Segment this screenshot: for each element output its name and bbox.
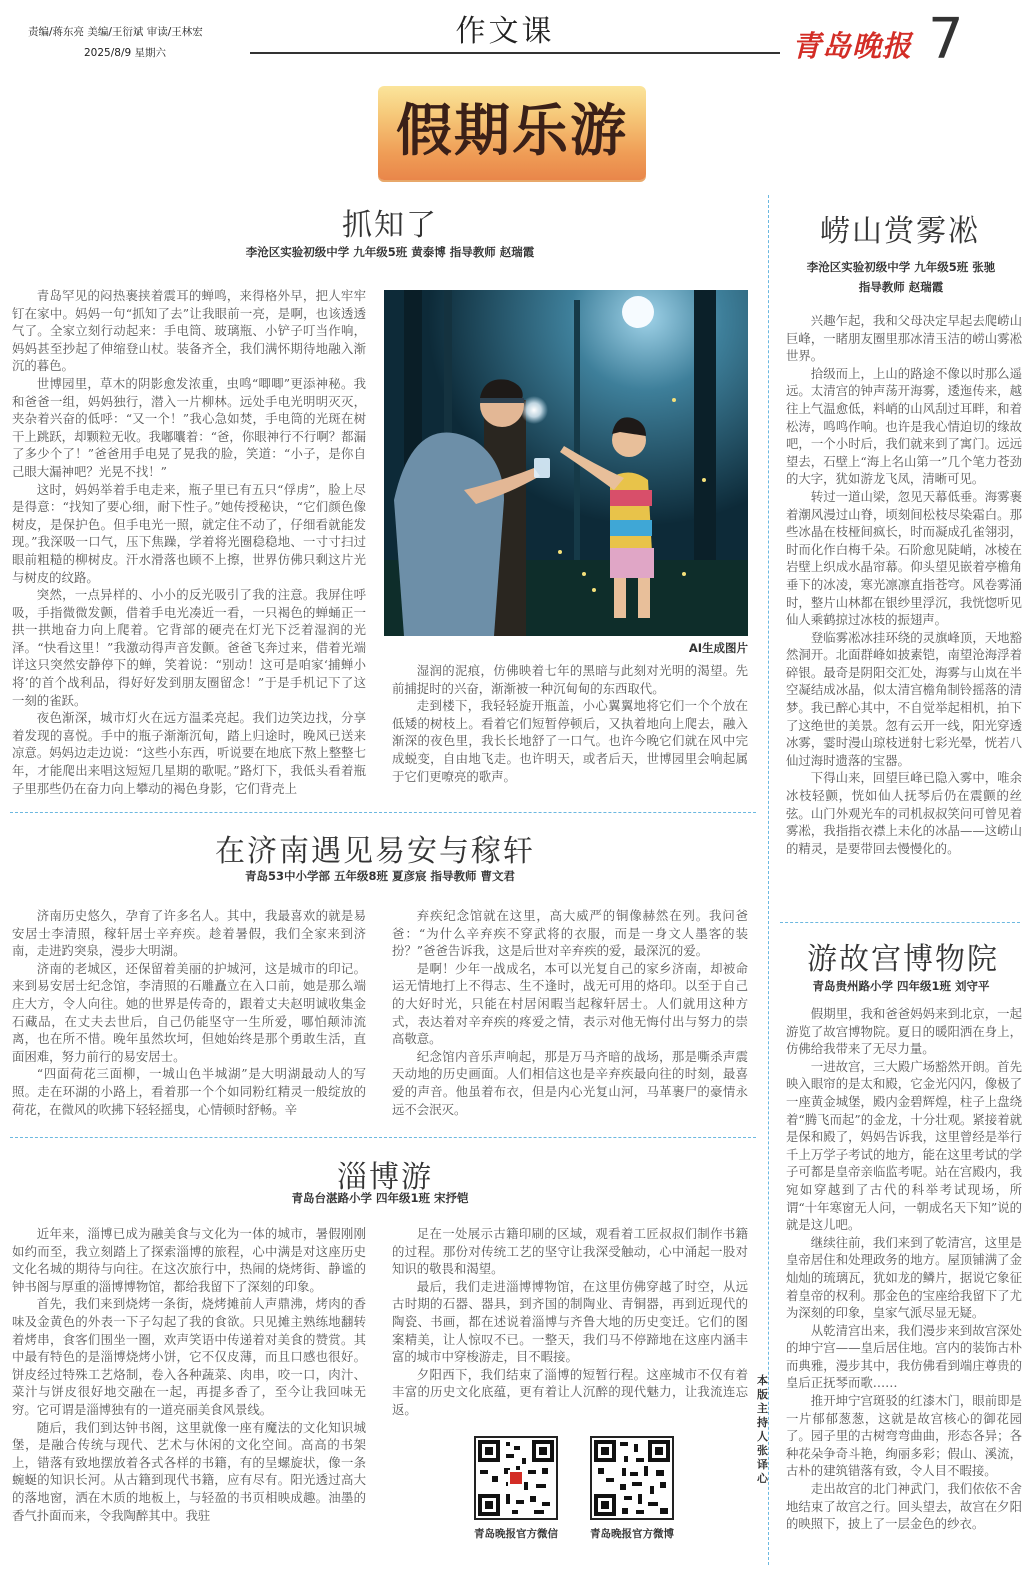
paragraph: 走到楼下，我轻轻旋开瓶盖，小心翼翼地将它们一个个放在低矮的树枝上。看着它们短暂停顿后，又执着地向上爬去，融入渐深的夜色里，我长长地舒了一口气。也许今晚它们就在风中完成蜕变，自由地飞走。也许明天，或者后天，世博园里会响起属于它们更嘹亮的歌声。: [392, 698, 748, 784]
article-body: [12, 287, 366, 796]
article-body: [392, 907, 748, 1117]
paragraph: 是啊！少年一战成名，本可以光复自己的家乡济南，却被命运无情地打上不得志、生不逢时，战无可用的烙印。以至于自己的大好时光，只能在村居闲暇当起稼轩居士。人们就用这种方式，表达着对辛弃疾的疼爱之情，表示对他无悔付出与努力的崇高敬意。: [392, 960, 748, 1047]
paragraph: 下得山来，回望巨峰已隐入雾中，唯余冰枝轻颤，恍如仙人抚琴后仍在震颤的丝弦。山门外观光车的司机叔叔笑问可曾见着雾凇，我指指衣襟上未化的冰晶——这崂山的精灵，是要带回去慢慢化的。: [786, 770, 1022, 856]
paragraph: 最后，我们走进淄博博物馆，在这里仿佛穿越了时空，从远古时期的石器、器具，到齐国的制陶业、青铜器，再到近现代的陶瓷、书画，都在述说着淄博与齐鲁大地的历史变迁。它们的图案精美，让人惊叹不已。一整天，我们马不停蹄地在这座内涵丰富的城市中穿梭游走，目不暇接。: [392, 1278, 748, 1365]
article-title: 抓知了: [342, 208, 438, 243]
paragraph: 世博园里，草木的阴影愈发浓重，虫鸣“唧唧”更添神秘。我和爸爸一组，妈妈独行，潜入一片柳林。远处手电光明明灭灭，夹杂着兴奋的低呼：“又一个！”我心急如焚，手电筒的光斑在树干上跳跃，却颗粒无收。我嘟囔着：“爸，你眼神行不行啊？都漏了多少个了！”爸爸用手电晃了晃我的脸，笑道：“小子，是你自己眼大漏神吧？光晃不找！”: [12, 375, 366, 479]
article-body: [392, 662, 748, 794]
photo-caption: AI生成图片: [688, 641, 748, 655]
paragraph: 夕阳西下，我们结束了淄博的短暂行程。这座城市不仅有着丰富的历史文化底蕴，更有着让人沉醉的现代魅力，让我流连忘返。: [392, 1366, 748, 1417]
paragraph: 推开坤宁宫斑驳的红漆木门，眼前即是一片郁郁葱葱，这就是故宫核心的御花园了。园子里的古树弯弯曲曲，形态各异；各种花朵争奇斗艳，绚丽多彩；假山、溪流，古朴的建筑错落有致，令人目不暇接。: [786, 1393, 1022, 1479]
weibo-qr-code: [590, 1436, 674, 1520]
article-title: 崂山赏雾凇: [820, 214, 980, 249]
article-byline: 青岛台湛路小学 四年级1班 宋抒铠: [291, 1191, 469, 1205]
paragraph: 夜色渐深，城市灯火在远方温柔亮起。我们边笑边找，分享着发现的喜悦。手中的瓶子渐渐沉甸，踏上归途时，晚风已送来凉意。妈妈边走边说：“这些小东西，听说要在地底下熬上整整七年，才能爬出来唱这短短几星期的歌呢。”路灯下，我低头看着瓶子里那些仍在奋力向上攀动的褐色身影，它们背壳上: [12, 710, 366, 796]
paragraph: 首先，我们来到烧烤一条街，烧烤摊前人声鼎沸，烤肉的香味及金黄色的外表一下子勾起了我的食欲。只见摊主熟练地翻转着烤串，食客们围坐一圈，欢声笑语中传递着对美食的赞赏。其中最有特色的是淄博烧烤小饼，它不仅皮薄，而且口感也很好。饼皮经过特殊工艺烙制，卷入各种蔬菜、肉串，咬一口，肉汁、菜汁与饼皮很好地交融在一起，再提多香了，至今让我回味无穷。它可谓是淄博独有的一道亮丽美食风景线。: [12, 1296, 366, 1417]
page-number: 7: [928, 7, 964, 72]
paragraph: 走出故宫的北门神武门，我们依依不舍地结束了故宫之行。回头望去，故宫在夕阳的映照下，披上了一层金色的纱衣。: [786, 1481, 1022, 1532]
paragraph: 假期里，我和爸爸妈妈来到北京，一起游览了故宫博物院。夏日的暖阳洒在身上，仿佛给我带来了无尽力量。: [786, 1006, 1022, 1057]
article-byline: 指导教师 赵瑞霞: [858, 280, 944, 294]
paragraph: 从乾清宫出来，我们漫步来到故宫深处的坤宁宫——皇后居住地。宫内的装饰古朴而典雅，漫步其中，我仿佛看到端庄尊贵的皇后正抚琴而歌……: [786, 1322, 1022, 1391]
article-body: [392, 1225, 748, 1421]
paragraph: 兴趣乍起，我和父母决定早起去爬崂山巨峰，一睹朋友圈里那冰清玉洁的崂山雾凇世界。: [786, 313, 1022, 364]
column-divider: [768, 195, 769, 1565]
divider: [10, 812, 756, 813]
paragraph: “四面荷花三面柳，一城山色半城湖”是大明湖最动人的写照。走在环湖的小路上，看着那一个个如同粉红精灵一般绽放的荷花，在微风的吹拂下轻轻摇曳，心情顿时舒畅。辛: [12, 1066, 366, 1117]
article-byline: 李沧区实验初级中学 九年级5班 张驰: [806, 260, 996, 274]
page-host-credit: 本版主持人 张译心: [757, 1374, 768, 1485]
paragraph: 突然，一点异样的、小小的反光吸引了我的注意。我屏住呼吸，手指微微发颤，借着手电光凑近一看，一只褐色的蝉蛹正一拱一拱地奋力向上爬着。它背部的硬壳在灯光下泛着湿润的光泽。“快看这里！”我激动得声音发颤。爸爸飞奔过来，借着光端详这只突然安静停下的蝉，笑着说：“别动！这可是咱家‘捕蝉小将’的首个战利品，得好好发到朋友圈留念！”于是手机记下了这一刻的雀跃。: [12, 587, 366, 708]
paragraph: 继续往前，我们来到了乾清宫，这里是皇帝居住和处理政务的地方。屋顶铺满了金灿灿的琉璃瓦，犹如龙的鳞片，据说它象征着皇帝的权利。那金色的宝座给我留下了尤为深刻的印象，皇家气派尽显无疑。: [786, 1234, 1022, 1321]
divider: [780, 922, 1020, 923]
article-title: 游故宫博物院: [807, 942, 999, 977]
paragraph: 随后，我们到达钟书阁，这里就像一座有魔法的文化知识城堡，是融合传统与现代、艺术与休闲的文化空间。高高的书架上，错落有致地摆放着各式各样的书籍，有的呈螺旋状，像一条蜿蜒的知识长河。从古籍到现代书籍，应有尽有。阳光透过高大的落地窗，洒在木质的地板上，与轻盈的书页相映成趣。油墨的香气扑面而来，令我陶醉其中。我驻: [12, 1419, 366, 1523]
paragraph: 这时，妈妈举着手电走来，瓶子里已有五只“俘虏”，脸上尽是得意：“找知了要心细，耐下性子。”她传授秘诀，“它们颜色像树皮，是保护色。但手电光一照，就定住不动了，仔细看就能发现。”我深吸一口气，压下焦躁，学着将光圈稳稳地、一寸寸扫过眼前粗糙的柳树皮。汗水滑落也顾不上擦，世界仿佛只剩这片光与树皮的纹路。: [12, 481, 366, 585]
article-body: [12, 1225, 366, 1565]
article-byline: 李沧区实验初级中学 九年级5班 黄泰博 指导教师 赵瑞霞: [245, 245, 535, 259]
paragraph: 近年来，淄博已成为融美食与文化为一体的城市，暑假刚刚如约而至，我立刻踏上了探索淄博的旅程，心中满是对这座历史文化名城的期待与向往。在这次旅行中，热闹的烧烤街、静谧的钟书阁与厚重的淄博博物馆，都给我留下了深刻的印象。: [12, 1226, 366, 1294]
paragraph: 青岛罕见的闷热裹挟着震耳的蝉鸣，来得格外早，把人牢牢钉在家中。妈妈一句“抓知了去”让我眼前一亮，是啊，也该透透气了。全家立刻行动起来：手电筒、玻璃瓶、小铲子叮当作响，妈妈甚至抄起了伸缩登山杖。装备齐全，我们满怀期待地融入渐沉的暮色。: [12, 288, 366, 374]
paragraph: 一进故宫，三大殿广场豁然开朗。首先映入眼帘的是太和殿，它金光闪闪，像极了一座黄金城堡，殿内金碧辉煌，柱子上盘绕着“腾飞而起”的金龙，十分壮观。紧接着就是保和殿了，妈妈告诉我，这里曾经是举行千上万学子考试的地方，能在这里考试的学子可都是皇帝亲临监考呢。站在宫殿内，我宛如穿越到了古代的科举考试现场，所谓“十年寒窗无人问，一朝成名天下知”说的就是这儿吧。: [786, 1058, 1022, 1233]
paragraph: 足在一处展示古籍印刷的区域，观看着工匠叔叔们制作书籍的过程。那份对传统工艺的坚守让我深受触动，心中涌起一股对知识的敬畏和渴望。: [392, 1226, 748, 1277]
ai-generated-photo: [384, 290, 748, 636]
article-title: 在济南遇见易安与稼轩: [215, 834, 535, 869]
issue-date: 2025/8/9 星期六: [84, 47, 166, 59]
divider: [10, 1137, 756, 1138]
paragraph: 转过一道山梁，忽见天幕低垂。海雾裹着潮风漫过山脊，顷刻间松枝尽染霜白。那些冰晶在枝桠间疯长，时而凝成孔雀翎羽，时而化作白梅千朵。石阶愈见陡峭，冰棱在岩壁上织成水晶帘幕。仰头望见嵌着亭檐角垂下的冰凌，寒光凛凛直指苍穹。风卷雾涌时，整片山林都在银纱里浮沉，我恍惚听见仙人乘鹤掠过冰枝的振翅声。: [786, 488, 1022, 628]
newspaper-logo: 青岛晚报: [792, 29, 913, 63]
paragraph: 湿润的泥痕，仿佛映着七年的黑暗与此刻对光明的渴望。先前捕捉时的兴奋，渐渐被一种沉甸甸的东西取代。: [392, 663, 748, 696]
article-title: 淄博游: [337, 1160, 433, 1195]
paragraph: 登临雾凇冰挂环绕的灵旗峰顶，天地豁然洞开。北面群峰如披素铠，南望沧海浮着碎银。最奇是阴阳交汇处，海雾与山岚在半空凝结成冰晶，似太清宫檐角制铃摇落的清梦。我已醉心其中，不自觉举起相机，拍下了这绝世的美景。忽有云开一线，阳光穿透冰雾，霎时漫山琼枝迸射七彩光晕，恍若八仙过海时遗落的宝器。: [786, 629, 1022, 768]
article-body: [786, 312, 1022, 912]
weibo-qr-label: 青岛晚报官方微博: [590, 1528, 674, 1540]
article-body: [12, 907, 366, 1117]
article-byline: 青岛53中小学部 五年级8班 夏彦宸 指导教师 曹文君: [244, 869, 516, 883]
qr-code-icon: [592, 1438, 672, 1518]
header-credits: [28, 22, 203, 64]
paragraph: 济南历史悠久，孕育了许多名人。其中，我最喜欢的就是易安居士李清照，稼轩居士辛弃疾。趁着暑假，我们全家来到济南，走进趵突泉，漫步大明湖。: [12, 908, 366, 959]
article-byline: 青岛贵州路小学 四年级1班 刘守平: [812, 979, 990, 993]
wechat-qr-label: 青岛晚报官方微信: [474, 1528, 558, 1540]
photo-illustration: [384, 290, 748, 636]
paragraph: 纪念馆内音乐声响起，那是万马齐暗的战场，那是嘶杀声震天动地的历史画面。人们相信这也是辛弃疾最向往的时刻，最喜爱的声音。他虽着布衣，但是内心光复山河，马革裹尸的豪情永远不会泯灭。: [392, 1048, 748, 1117]
paragraph: 弃疾纪念馆就在这里，高大威严的铜像赫然在列。我问爸爸：“为什么辛弃疾不穿武将的衣服，而是一身文人墨客的装扮？”爸爸告诉我，这是后世对辛弃疾的爱，最深沉的爱。: [392, 908, 748, 959]
article-body: [786, 1005, 1022, 1567]
qr-code-icon: [476, 1438, 556, 1518]
wechat-qr-code: [474, 1436, 558, 1520]
paragraph: 济南的老城区，还保留着美丽的护城河，这是城市的印记。来到易安居士纪念馆，李清照的石雕矗立在入口前，她是那么端庄大方，令人向往。她的世界是传奇的，跟着丈夫赵明诚收集金石藏品，在丈夫去世后，自己仍能坚守一生所爱，哪怕颠沛流离，也在所不惜。晚年虽然坎坷，但她始终是那个勇敢生活，直面困难，努力前行的易安居士。: [12, 960, 366, 1064]
editor-credits: 责编/蒋东亮 美编/王衍斌 审读/王林宏: [28, 26, 203, 38]
section-title: 作文课: [455, 14, 555, 49]
header-rule: [250, 52, 780, 54]
paragraph: 拾级而上，上山的路途不像以时那么遥远。太清宫的钟声荡开海雾，逶迤传来，越往上气温愈低，料峭的山风刮过耳畔，和着松涛，鸣鸣作响。也许是我心情迫切的缘故吧，一个小时后，我们就来到了寓门。远远望去，石壁上“海上名山第一”几个笔力苍劲的大字，犹如游龙飞凤，清晰可见。: [786, 365, 1022, 487]
topic-banner-title: 假期乐游: [396, 99, 628, 164]
